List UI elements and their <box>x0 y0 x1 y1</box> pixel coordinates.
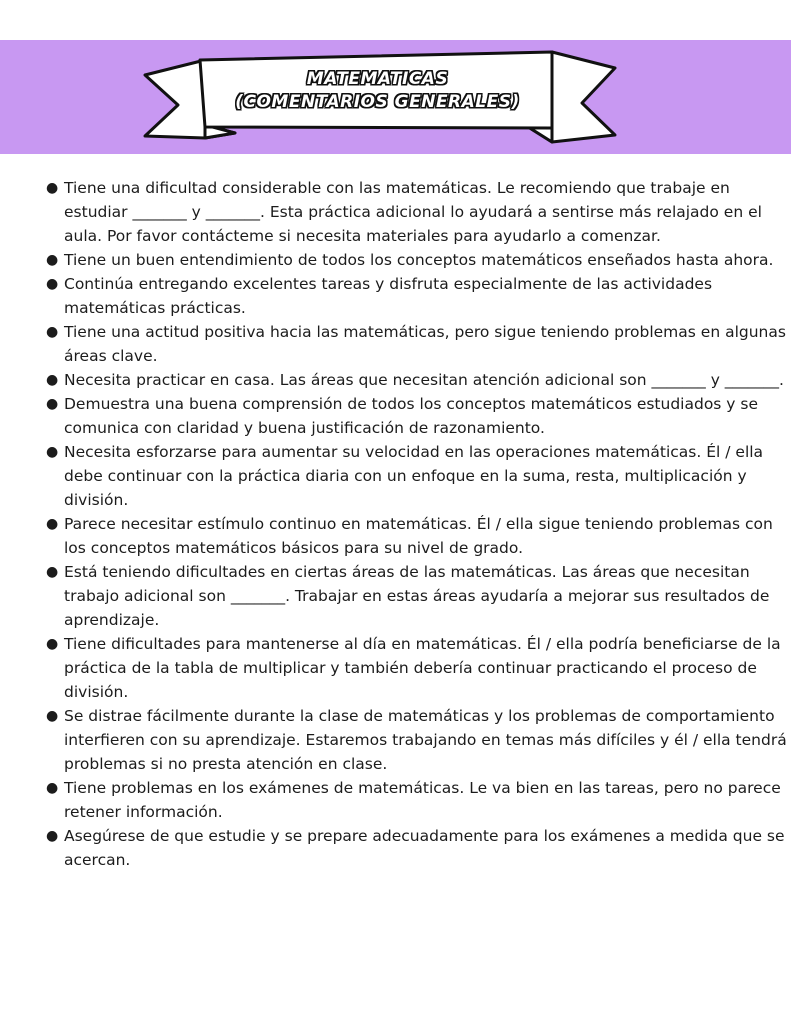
title-line-2: (COMENTARIOS GENERALES) <box>235 92 520 112</box>
comment-text: Necesita esforzarse para aumentar su velocidad en las operaciones matemáticas. Él / ella debe continuar con la práctica diaria con un enfoque en la suma, resta, multiplicación y división. <box>64 443 764 509</box>
list-item <box>46 440 789 512</box>
bullet-icon: ● <box>46 180 59 196</box>
list-item <box>46 560 789 632</box>
comment-text: Tiene problemas en los exámenes de matemáticas. Le va bien en las tareas, pero no parece retener información. <box>64 779 781 821</box>
list-item <box>46 392 789 440</box>
comment-text: Asegúrese de que estudie y se prepare adecuadamente para los exámenes a medida que se acercan. <box>64 827 785 869</box>
comment-text: Se distrae fácilmente durante la clase de matemáticas y los problemas de comportamiento interfieren con su aprendizaje. Estaremos trabajando en temas más difíciles y él / ella tendrá problemas si no presta atención en clase. <box>64 707 787 773</box>
list-item <box>46 704 789 776</box>
bullet-icon: ● <box>46 372 59 388</box>
bullet-icon: ● <box>46 444 59 460</box>
list-item <box>46 368 789 392</box>
bullet-icon: ● <box>46 828 59 844</box>
list-item <box>46 320 789 368</box>
bullet-icon: ● <box>46 276 59 292</box>
title-line-1: MATEMATICAS <box>306 69 449 89</box>
page-title <box>200 60 555 122</box>
list-item <box>46 512 789 560</box>
list-item <box>46 824 789 872</box>
bullet-icon: ● <box>46 780 59 796</box>
comment-text: Continúa entregando excelentes tareas y disfruta especialmente de las actividades matemáticas prácticas. <box>64 275 713 317</box>
bullet-icon: ● <box>46 396 59 412</box>
list-item <box>46 776 789 824</box>
comment-text: Tiene dificultades para mantenerse al día en matemáticas. Él / ella podría beneficiarse de la práctica de la tabla de multiplicar y también debería continuar practicando el proceso de división. <box>64 635 781 701</box>
comment-text: Parece necesitar estímulo continuo en matemáticas. Él / ella sigue teniendo problemas con los conceptos matemáticos básicos para su nivel de grado. <box>64 515 773 557</box>
list-item <box>46 272 789 320</box>
comment-text: Necesita practicar en casa. Las áreas que necesitan atención adicional son _______ y _______. <box>64 371 784 389</box>
bullet-icon: ● <box>46 324 59 340</box>
bullet-icon: ● <box>46 516 59 532</box>
bullet-icon: ● <box>46 636 59 652</box>
comment-text: Tiene una actitud positiva hacia las matemáticas, pero sigue teniendo problemas en algunas áreas clave. <box>64 323 786 365</box>
comment-text: Está teniendo dificultades en ciertas áreas de las matemáticas. Las áreas que necesitan trabajo adicional son _______. Trabajar en estas áreas ayudaría a mejorar sus resultados de aprendizaje. <box>64 563 770 629</box>
comments-list <box>40 176 789 872</box>
bullet-icon: ● <box>46 252 59 268</box>
bullet-icon: ● <box>46 564 59 580</box>
list-item <box>46 248 789 272</box>
comment-text: Tiene una dificultad considerable con las matemáticas. Le recomiendo que trabaje en estudiar _______ y _______. Esta práctica adicional lo ayudará a sentirse más relajado en el aula. Por favor contácteme si necesita materiales para ayudarlo a comenzar. <box>64 179 762 245</box>
list-item <box>46 176 789 248</box>
comment-text: Tiene un buen entendimiento de todos los conceptos matemáticos enseñados hasta ahora. <box>64 251 774 269</box>
comment-text: Demuestra una buena comprensión de todos los conceptos matemáticos estudiados y se comunica con claridad y buena justificación de razonamiento. <box>64 395 759 437</box>
bullet-icon: ● <box>46 708 59 724</box>
list-item <box>46 632 789 704</box>
